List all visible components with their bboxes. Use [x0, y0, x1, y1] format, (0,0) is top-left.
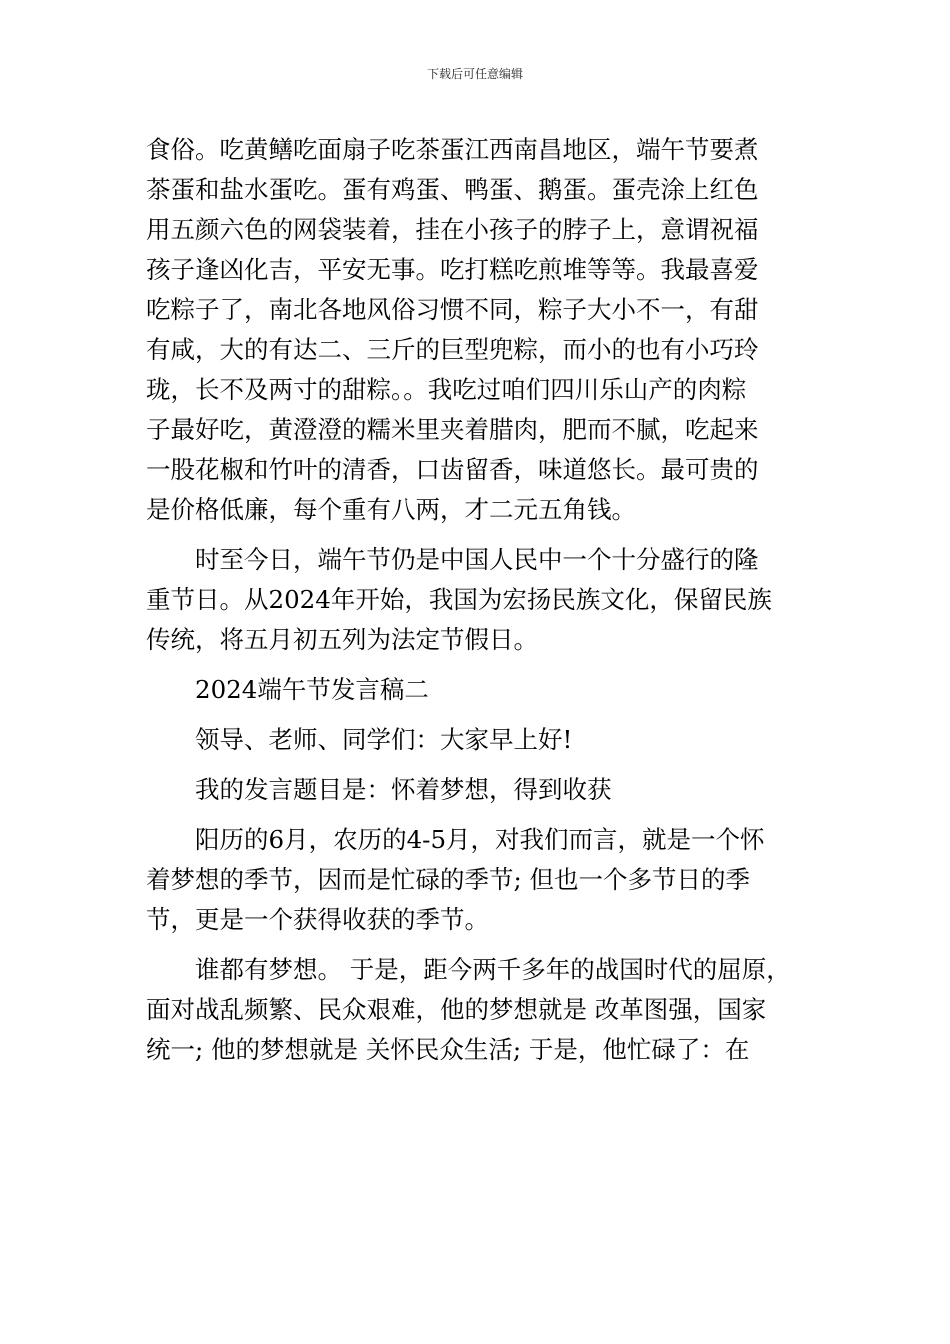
- text-line: 着梦想的季节，因而是忙碌的季节; 但也一个多节日的季: [146, 865, 751, 894]
- greeting-line: 领导、老师、同学们：大家早上好!: [195, 725, 573, 754]
- text-line: 珑，长不及两寸的甜粽。。我吃过咱们四川乐山产的肉粽: [146, 375, 747, 404]
- text-line: 孩子逢凶化吉，平安无事。吃打糕吃煎堆等等。我最喜爱: [146, 255, 759, 284]
- text-line: 时至今日，端午节仍是中国人民中一个十分盛行的隆: [195, 545, 759, 574]
- text-line: 谁都有梦想。 于是，距今两千多年的战国时代的屈原，: [195, 955, 791, 984]
- text-line: 传统，将五月初五列为法定节假日。: [146, 625, 538, 654]
- section-title: 2024端午节发言稿二: [195, 675, 429, 704]
- text-line: 一股花椒和竹叶的清香，口齿留香，味道悠长。最可贵的: [146, 455, 759, 484]
- text-line: 子最好吃，黄澄澄的糯米里夹着腊肉，肥而不腻，吃起来: [146, 415, 759, 444]
- text-line: 是价格低廉，每个重有八两，才二元五角钱。: [146, 495, 636, 524]
- text-line: 重节日。从2024年开始，我国为宏扬民族文化，保留民族: [146, 585, 772, 614]
- text-line: 有咸，大的有达二、三斤的巨型兜粽，而小的也有小巧玲: [146, 335, 759, 364]
- page-header: 下载后可任意编辑: [426, 67, 523, 81]
- text-line: 用五颜六色的网袋装着，挂在小孩子的脖子上，意谓祝福: [146, 215, 759, 244]
- text-line: 茶蛋和盐水蛋吃。蛋有鸡蛋、鸭蛋、鹅蛋。蛋壳涂上红色: [146, 175, 759, 204]
- text-line: 面对战乱频繁、民众艰难，他的梦想就是 改革图强，国家: [146, 995, 767, 1024]
- text-line: 阳历的6月，农历的4-5月，对我们而言，就是一个怀: [195, 825, 765, 854]
- document-body: [146, 130, 816, 1070]
- text-line: 统一; 他的梦想就是 关怀民众生活; 于是，他忙碌了：在: [146, 1035, 750, 1064]
- speech-topic-line: 我的发言题目是：怀着梦想，得到收获: [195, 775, 612, 804]
- text-line: 节，更是一个获得收获的季节。: [146, 905, 489, 934]
- text-line: 食俗。吃黄鳝吃面扇子吃茶蛋江西南昌地区，端午节要煮: [146, 135, 759, 164]
- text-line: 吃粽子了，南北各地风俗习惯不同，粽子大小不一，有甜: [146, 295, 759, 324]
